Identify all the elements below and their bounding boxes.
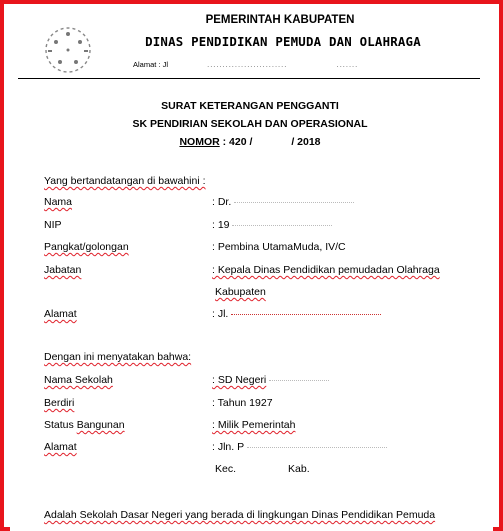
closing-text: Adalah Sekolah Dasar Negeri yang berada di lingkungan Dinas Pendidikan Pemuda (44, 509, 436, 521)
number-year: / 2018 (291, 136, 321, 148)
school-address-label: Alamat (44, 441, 77, 453)
signatory-position-label: Jabatan (44, 264, 82, 276)
school-status-value: : Milik Pemerintah (212, 419, 296, 431)
signatory-position-value-2: Kabupaten (215, 286, 266, 298)
school-founded-label: Berdiri (44, 397, 75, 409)
header-divider (18, 78, 480, 79)
school-founded-value: : Tahun 1927 (212, 397, 273, 409)
government-name: PEMERINTAH KABUPATEN (205, 14, 355, 26)
signatory-nip-label: NIP (44, 219, 62, 231)
statement-text: Dengan ini menyatakan bahwa: (44, 351, 192, 363)
address-line (133, 60, 358, 69)
letter-subtitle: SK PENDIRIAN SEKOLAH DAN OPERASIONAL (132, 118, 368, 130)
signatory-nip-value: : 19 (212, 219, 332, 231)
intro-text: Yang bertandatangan di bawahini : (44, 175, 206, 187)
letter-title: SURAT KETERANGAN PENGGANTI (161, 100, 339, 112)
department-name: DINAS PENDIDIKAN PEMUDA DAN OLAHRAGA (145, 34, 421, 49)
document-page (10, 8, 493, 531)
address-label: Alamat : Jl (133, 60, 169, 69)
school-status-label: Status Bangunan (44, 419, 125, 431)
school-name-value: : SD Negeri (212, 374, 329, 386)
school-address-value: : Jln. P (212, 441, 387, 453)
regency-emblem-icon (40, 20, 96, 80)
signatory-address-value: : Jl. (212, 308, 381, 320)
signatory-address-label: Alamat (44, 308, 77, 320)
number-value: : 420 / (222, 136, 253, 148)
school-address-value-2: Kec. Kab. (215, 463, 310, 475)
school-name-label: Nama Sekolah (44, 374, 113, 386)
number-label: NOMOR (179, 136, 220, 148)
signatory-name-value: : Dr. (212, 196, 354, 208)
letter-number (80, 136, 420, 148)
signatory-position-value: : Kepala Dinas Pendidikan pemudadan Olahraga (212, 264, 440, 276)
address-redacted: .......................... ....... (170, 60, 359, 69)
signatory-name-label: Nama (44, 196, 73, 208)
signatory-rank-value: : Pembina UtamaMuda, IV/C (212, 241, 346, 253)
signatory-rank-label: Pangkat/golongan (44, 241, 129, 253)
